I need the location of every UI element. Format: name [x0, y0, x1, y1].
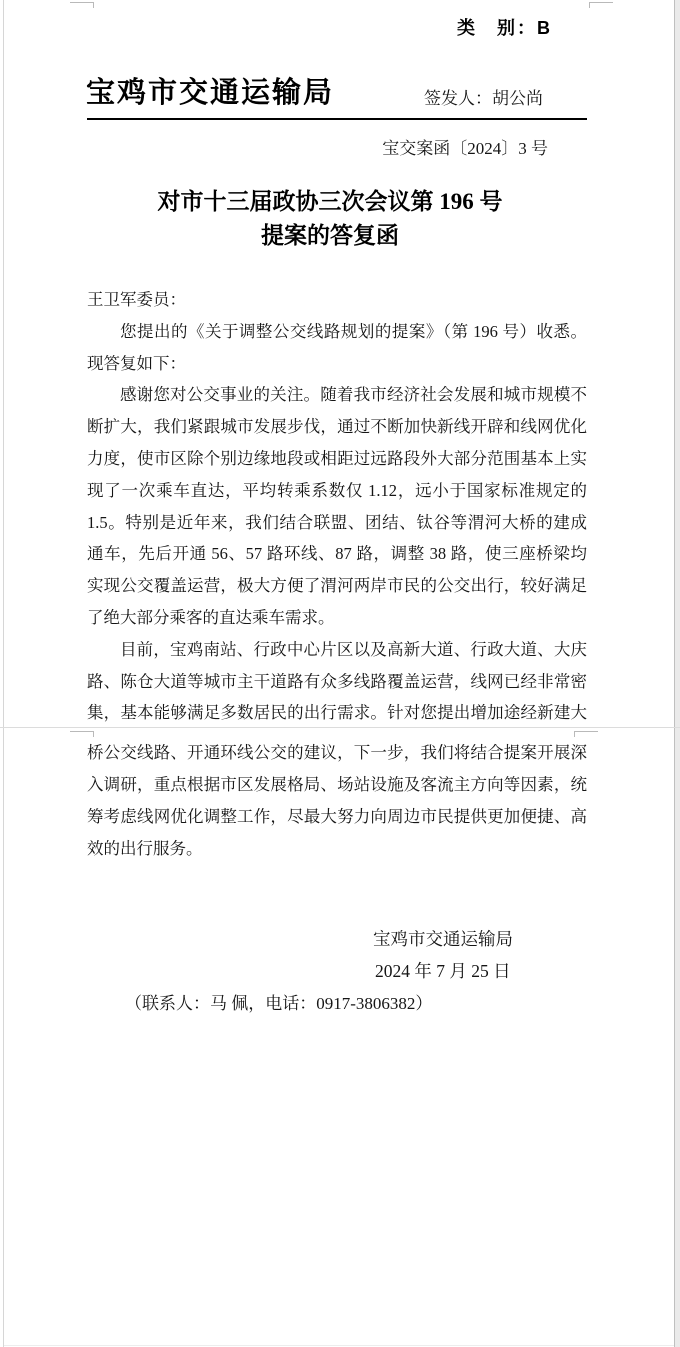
- body-line: 1.5。特别是近年来，我们结合联盟、团结、钛谷等渭河大桥的建成: [87, 512, 587, 532]
- body-line: 效的出行服务。: [87, 838, 203, 858]
- body-line: 您提出的《关于调整公交线路规划的提案》（第 196 号）收悉。: [120, 321, 587, 341]
- document-title: [80, 185, 580, 253]
- window-background-strip: [675, 0, 680, 1347]
- body-line: 了绝大部分乘客的直达乘车需求。: [87, 607, 335, 627]
- letter-body: [87, 284, 587, 864]
- category-label: 类 别：B: [457, 18, 552, 38]
- salutation: 王卫军委员：: [87, 290, 186, 309]
- body-line: 目前，宝鸡南站、行政中心片区以及高新大道、行政大道、大庆: [120, 639, 587, 659]
- signer-line: 签发人：胡公尚: [424, 89, 543, 108]
- body-line: 断扩大，我们紧跟城市发展步伐，通过不断加快新线开辟和线网优化: [87, 417, 587, 437]
- margin-mark-top-left: [70, 2, 94, 8]
- body-line: 现答复如下：: [87, 353, 186, 373]
- body-line: 集，基本能够满足多数居民的出行需求。针对您提出增加途经新建大: [87, 703, 587, 723]
- contact-line: （联系人：马 佩，电话：0917-3806382）: [125, 994, 433, 1013]
- body-line: 力度，使市区除个别边缘地段或相距过远路段外大部分范围基本上实: [87, 448, 587, 468]
- body-line: 通车，先后开通 56、57 路环线、87 路，调整 38 路，使三座桥梁均: [87, 544, 587, 564]
- signature-date: 2024 年 7 月 25 日: [375, 961, 511, 981]
- page-left-edge: [3, 0, 4, 1347]
- document-number: 宝交案函〔2024〕3 号: [382, 139, 548, 158]
- page-bottom-edge: [4, 1345, 674, 1346]
- body-line: 感谢您对公交事业的关注。随着我市经济社会发展和城市规模不: [120, 385, 587, 405]
- body-line: 入调研，重点根据市区发展格局、场站设施及客流主方向等因素，统: [87, 774, 587, 794]
- document-title-line2: 提案的答复函: [261, 223, 399, 248]
- body-line: 实现公交覆盖运营，极大方便了渭河两岸市民的公交出行，较好满足: [87, 576, 587, 596]
- body-line: 现了一次乘车直达，平均转乘系数仅 1.12，远小于国家标准规定的: [87, 480, 587, 500]
- issuing-org-masthead: 宝鸡市交通运输局: [86, 77, 335, 109]
- body-line: 筹考虑线网优化调整工作，尽最大努力向周边市民提供更加便捷、高: [87, 806, 587, 826]
- signature-org: 宝鸡市交通运输局: [373, 929, 513, 949]
- document-title-line1: 对市十三届政协三次会议第 196 号: [157, 189, 503, 214]
- body-line: 路、陈仓大道等城市主干道路有众多线路覆盖运营，线网已经非常密: [87, 671, 587, 691]
- body-line: 桥公交线路、开通环线公交的建议，下一步，我们将结合提案开展深: [87, 743, 587, 763]
- masthead-rule: [87, 118, 587, 120]
- margin-mark-top-right: [589, 2, 613, 8]
